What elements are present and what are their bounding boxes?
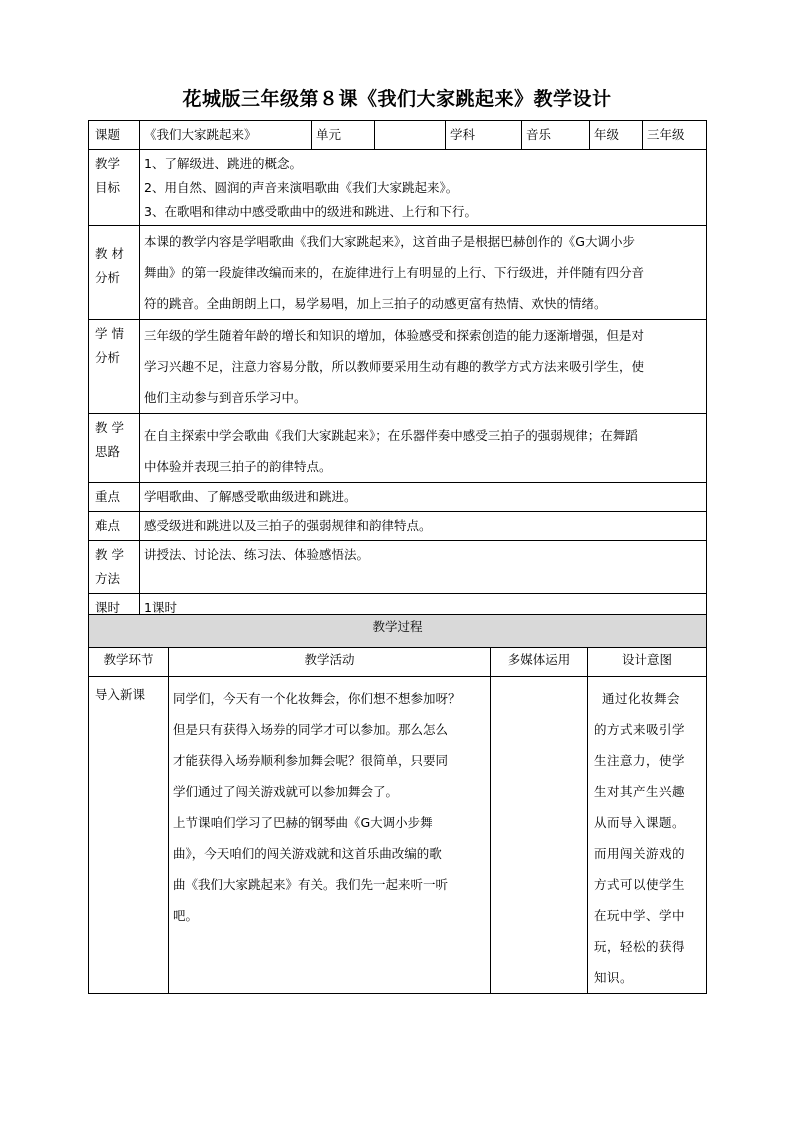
grade-value: 三年级 <box>643 121 707 150</box>
key-content: 学唱歌曲、了解感受歌曲级进和跳进。 <box>140 483 707 512</box>
activity-cell <box>169 677 491 994</box>
material-label-line: 教 材 <box>95 246 124 261</box>
intent-line: 方式可以使学生 <box>594 877 686 892</box>
column-header-activity: 教学活动 <box>169 648 491 677</box>
intent-line: 的方式来吸引学 <box>594 722 686 737</box>
material-line: 舞曲》的第一段旋律改编而来的，在旋律进行上有明显的上行、下行级进，并伴随有四分音 <box>144 265 645 280</box>
students-line: 他们主动参与到音乐学习中。 <box>144 390 307 405</box>
intent-cell <box>588 677 707 994</box>
methods-label-line: 教 学 <box>95 547 124 562</box>
methods-label-line: 方法 <box>95 571 121 586</box>
document-title: 花城版三年级第８课《我们大家跳起来》教学设计 <box>182 88 612 110</box>
intent-line: 知识。 <box>594 970 634 985</box>
topic-label: 课题 <box>89 121 140 150</box>
intent-line: 生对其产生兴趣 <box>594 784 686 799</box>
ideas-label <box>89 414 140 483</box>
goal-item: 1、了解级进、跳进的概念。 <box>144 156 302 171</box>
intent-line: 通过化妆舞会 <box>602 691 681 706</box>
difficulty-content: 感受级进和跳进以及三拍子的强弱规律和韵律特点。 <box>140 512 707 541</box>
students-content <box>140 320 707 414</box>
material-line: 本课的教学内容是学唱歌曲《我们大家跳起来》，这首曲子是根据巴赫创作的《G大调小步 <box>144 234 635 249</box>
key-label: 重点 <box>89 483 140 512</box>
grade-label: 年级 <box>590 121 643 150</box>
intent-line: 从而导入课题。 <box>594 815 686 830</box>
material-line: 符的跳音。全曲朗朗上口，易学易唱，加上三拍子的动感更富有热情、欢快的情绪。 <box>144 296 607 311</box>
ideas-content <box>140 414 707 483</box>
goals-label-line: 教学 <box>95 156 121 171</box>
goals-label-line: 目标 <box>95 180 121 195</box>
activity-line: 吧。 <box>173 908 199 923</box>
stage-cell: 导入新课 <box>89 677 169 994</box>
subject-label: 学科 <box>446 121 522 150</box>
intent-line: 玩，轻松的获得 <box>594 939 686 954</box>
goal-item: 3、在歌唱和律动中感受歌曲中的级进和跳进、上行和下行。 <box>144 204 477 219</box>
material-content <box>140 226 707 320</box>
activity-line: 才能获得入场券顺利参加舞会呢？很简单，只要同 <box>173 753 449 768</box>
media-cell <box>491 677 588 994</box>
students-label-line: 分析 <box>95 350 121 365</box>
activity-line: 但是只有获得入场券的同学才可以参加。那么怎么 <box>173 722 449 737</box>
methods-content: 讲授法、讨论法、练习法、体验感悟法。 <box>140 541 707 594</box>
students-label <box>89 320 140 414</box>
activity-line: 曲《我们大家跳起来》有关。我们先一起来听一听 <box>173 877 449 892</box>
lesson-info-table <box>88 120 707 623</box>
subject-value: 音乐 <box>522 121 590 150</box>
students-line: 三年级的学生随着年龄的增长和知识的增加，体验感受和探索创造的能力逐渐增强，但是对 <box>144 328 645 343</box>
column-header-stage: 教学环节 <box>89 648 169 677</box>
topic-value: 《我们大家跳起来》 <box>140 121 312 150</box>
material-label-line: 分析 <box>95 270 121 285</box>
activity-line: 同学们，今天有一个化妆舞会，你们想不想参加呀？ <box>173 691 461 706</box>
material-label <box>89 226 140 320</box>
column-header-intent: 设计意图 <box>588 648 707 677</box>
activity-line: 学们通过了闯关游戏就可以参加舞会了。 <box>173 784 399 799</box>
teaching-process-table <box>88 614 707 994</box>
ideas-line: 在自主探索中学会歌曲《我们大家跳起来》；在乐器伴奏中感受三拍子的强弱规律；在舞蹈 <box>144 428 638 443</box>
activity-line: 曲》，今天咱们的闯关游戏就和这首乐曲改编的歌 <box>173 846 442 861</box>
methods-label <box>89 541 140 594</box>
ideas-line: 中体验并表现三拍子的韵律特点。 <box>144 459 332 474</box>
ideas-label-line: 教 学 <box>95 420 124 435</box>
unit-value <box>375 121 446 150</box>
intent-line: 而用闯关游戏的 <box>594 846 686 861</box>
difficulty-label: 难点 <box>89 512 140 541</box>
activity-line: 上节课咱们学习了巴赫的钢琴曲《G大调小步舞 <box>173 815 433 830</box>
students-line: 学习兴趣不足，注意力容易分散，所以教师要采用生动有趣的教学方式方法来吸引学生，使 <box>144 359 645 374</box>
unit-label: 单元 <box>312 121 375 150</box>
intent-line: 生注意力，使学 <box>594 753 686 768</box>
goals-content <box>140 150 707 226</box>
hours-content: 1课时 <box>140 594 707 623</box>
process-header: 教学过程 <box>89 615 707 648</box>
goals-label <box>89 150 140 226</box>
students-label-line: 学 情 <box>95 326 124 341</box>
goal-item: 2、用自然、圆润的声音来演唱歌曲《我们大家跳起来》。 <box>144 180 459 195</box>
column-header-media: 多媒体运用 <box>491 648 588 677</box>
hours-label: 课时 <box>89 594 140 623</box>
ideas-label-line: 思路 <box>95 444 121 459</box>
intent-line: 在玩中学、学中 <box>594 908 686 923</box>
